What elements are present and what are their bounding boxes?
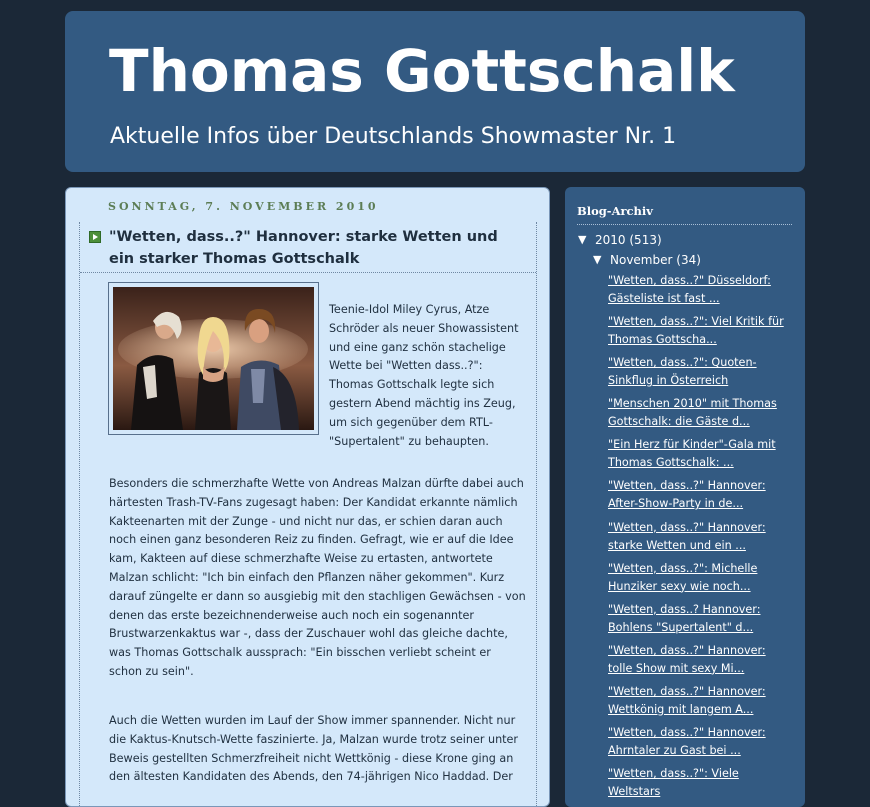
list-item bbox=[608, 272, 798, 313]
list-item bbox=[608, 765, 798, 806]
post-date: SONNTAG, 7. NOVEMBER 2010 bbox=[108, 200, 379, 213]
archive-post-link[interactable]: "Wetten, dass..?": Michelle Hunziker sexy wie noch... bbox=[608, 561, 758, 593]
archive-post-link[interactable]: "Ein Herz für Kinder"-Gala mit Thomas Gottschalk: ... bbox=[608, 438, 776, 470]
archive-post-link[interactable]: "Wetten, dass..?": Viele Weltstars bbox=[608, 767, 739, 799]
post-paragraph: Auch die Wetten wurden im Lauf der Show immer spannender. Nicht nur die Kaktus-Knutsch-Wette faszinierte. Ja, Malzan wurde trotz seiner unter Beweis gestellten Schmerzfreiheit nicht Wettkönig - diese Krone ging an den ältesten Kandidaten des Abends, den 74-jährigen Nico Haddad. Der bbox=[109, 714, 519, 784]
sidebar bbox=[565, 187, 805, 807]
list-item bbox=[608, 354, 798, 395]
archive-month[interactable] bbox=[610, 252, 701, 268]
blog-header bbox=[65, 11, 805, 172]
archive-post-link[interactable]: "Wetten, dass..? Hannover: Bohlens "Supertalent" d... bbox=[608, 602, 761, 634]
post-title[interactable]: "Wetten, dass..?" Hannover: starke Wetten und ein starker Thomas Gottschalk bbox=[109, 229, 498, 267]
main-column bbox=[65, 187, 550, 807]
post-photo[interactable] bbox=[113, 287, 314, 430]
archive-posts-list bbox=[608, 272, 798, 806]
blog-title[interactable]: Thomas Gottschalk bbox=[109, 37, 735, 105]
list-item bbox=[608, 642, 798, 683]
archive-month-label[interactable]: November bbox=[610, 253, 673, 267]
archive-post-link[interactable]: "Wetten, dass..?": Quoten-Sinkflug in Österreich bbox=[608, 356, 757, 388]
archive-post-link[interactable]: "Wetten, dass..?" Hannover: starke Wetten und ein ... bbox=[608, 520, 766, 552]
archive-post-link[interactable]: "Wetten, dass..?" Hannover: Ahrntaler zu Gast bei ... bbox=[608, 726, 766, 758]
toggle-triangle-icon[interactable]: ▼ bbox=[593, 253, 602, 266]
list-item bbox=[608, 724, 798, 765]
blog-description: Aktuelle Infos über Deutschlands Showmaster Nr. 1 bbox=[110, 124, 677, 149]
archive-post-link[interactable]: "Wetten, dass..?" Hannover: Wettkönig mit langem A... bbox=[608, 684, 766, 716]
list-item bbox=[608, 436, 798, 477]
post-image-frame[interactable] bbox=[108, 282, 319, 435]
list-item bbox=[608, 395, 798, 436]
list-item bbox=[608, 313, 798, 354]
list-item bbox=[608, 683, 798, 724]
archive-post-link[interactable]: "Wetten, dass..?" Düsseldorf: Gästeliste ist fast ... bbox=[608, 274, 771, 305]
list-item bbox=[608, 560, 798, 601]
archive-month-count: (34) bbox=[676, 253, 701, 267]
post-intro: Teenie-Idol Miley Cyrus, Atze Schröder als neuer Showassistent und eine ganz schön stachelige Wette bei "Wetten dass..?": Thomas Gottschalk legte sich gestern Abend mächtig ins Zeug, um sich gegenüber dem RTL-"Supertalent" zu behaupten. bbox=[329, 303, 519, 448]
blog-archive-title: Blog-Archiv bbox=[577, 204, 653, 218]
post-paragraph: Besonders die schmerzhafte Wette von Andreas Malzan dürfte dabei auch härtesten Trash-TV-Fans zugesagt haben: Der Kandidat erkannte nämlich Kakteenarten mit der Zunge - und nicht nur das, er schien daran auch noch einen ganz besonderen Reiz zu finden. Gefragt, wie er auf die Idee kam, Kakteen auf diese schmerzhafte Weise zu ertasten, antwortete Malzan schlicht: "Ich bin einfach den Pflanzen näher gekommen". Kurz darauf züngelte er dann so ausgiebig mit den stachligen Gewächsen - von denen das erste bezeichnenderweise auch noch ein sogenannter Brustwarzenkaktus war -, dass der Zuschauer wohl das gleiche dachte, was Thomas Gottschalk aussprach: "Ein bisschen verliebt scheint er schon zu sein". bbox=[109, 477, 526, 678]
archive-post-link[interactable]: "Wetten, dass..?" Hannover: tolle Show mit sexy Mi... bbox=[608, 643, 766, 675]
archive-post-link[interactable]: "Menschen 2010" mit Thomas Gottschalk: die Gäste d... bbox=[608, 397, 777, 429]
post bbox=[79, 222, 537, 807]
archive-post-link[interactable]: "Wetten, dass..?" Hannover: After-Show-Party in de... bbox=[608, 479, 766, 511]
list-item bbox=[608, 477, 798, 518]
toggle-triangle-icon[interactable]: ▼ bbox=[578, 233, 587, 246]
archive-year-count: (513) bbox=[629, 233, 662, 247]
archive-year-label[interactable]: 2010 bbox=[595, 233, 626, 247]
archive-year[interactable] bbox=[595, 232, 662, 248]
widget-divider bbox=[577, 224, 792, 225]
post-title-bar bbox=[80, 222, 536, 273]
archive-post-link[interactable]: "Wetten, dass..?": Viel Kritik für Thomas Gottscha... bbox=[608, 315, 784, 347]
arrow-right-icon bbox=[89, 231, 101, 243]
list-item bbox=[608, 519, 798, 560]
list-item bbox=[608, 601, 798, 642]
